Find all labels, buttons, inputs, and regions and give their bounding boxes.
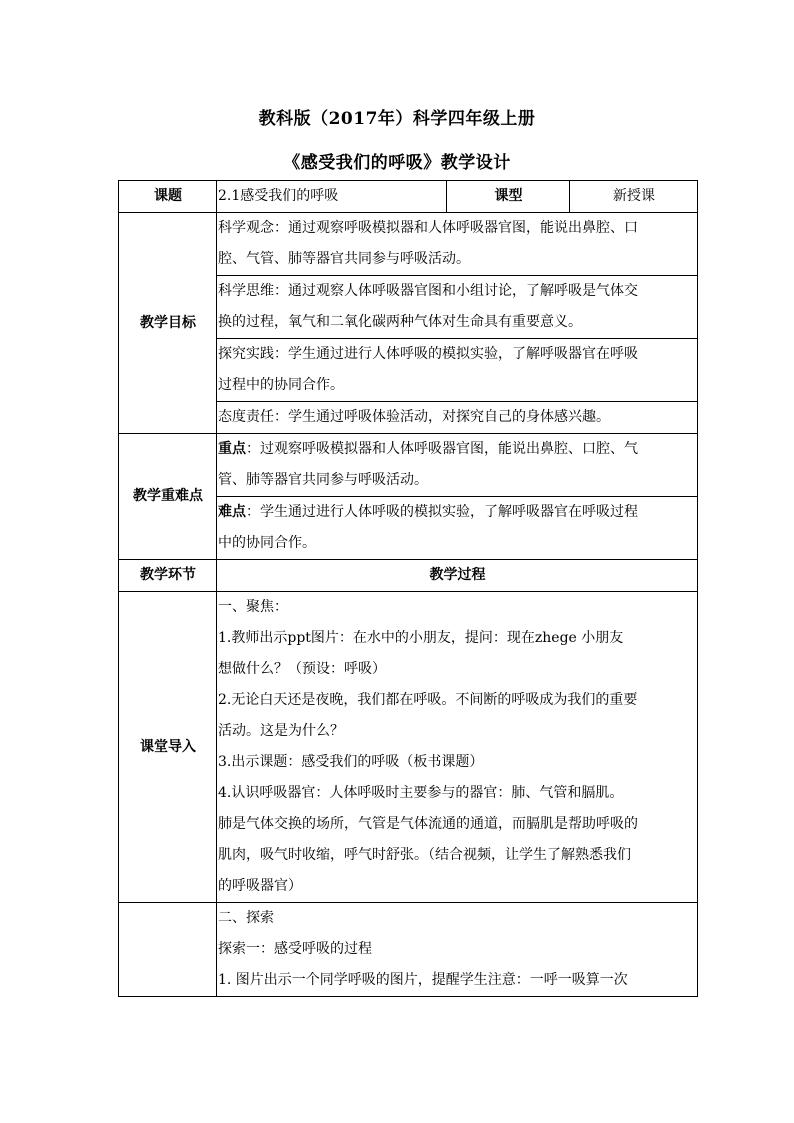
difficulty-line: ：学生通过进行人体呼吸的模拟实验，了解呼吸器官在呼吸过程 (246, 504, 638, 520)
header-row (119, 181, 698, 213)
type-value: 新授课 (570, 181, 698, 213)
goal-item (217, 339, 698, 402)
explore-line: 二、探索 (218, 910, 274, 926)
goals-label: 教学目标 (119, 213, 217, 434)
goals-row-1 (119, 213, 698, 276)
goal-line: 换的过程，氧气和二氧化碳两种气体对生命具有重要意义。 (218, 314, 582, 330)
explore-row (119, 903, 698, 997)
difficulty-prefix: 难点 (218, 504, 246, 520)
goal-item (217, 213, 698, 276)
intro-line: 2.无论白天还是夜晚，我们都在呼吸。不间断的呼吸成为我们的重要 (218, 692, 638, 708)
intro-line: 想做什么？（预设：呼吸） (218, 661, 386, 677)
document-title-line1: 教科版（2017年）科学四年级上册 (258, 109, 536, 129)
lesson-plan-table (118, 180, 698, 997)
intro-row (119, 592, 698, 903)
stage-label: 教学环节 (119, 560, 217, 592)
focus-line: ：过观察呼吸模拟器和人体呼吸器官图，能说出鼻腔、口腔、气 (246, 441, 638, 457)
document-title-line2: 《感受我们的呼吸》教学设计 (283, 153, 511, 173)
intro-label: 课堂导入 (119, 592, 217, 903)
explore-line: 探索一：感受呼吸的过程 (218, 941, 372, 957)
goal-line: 科学思维：通过观察人体呼吸器官图和小组讨论，了解呼吸是气体交 (218, 283, 638, 299)
goal-line: 科学观念：通过观察呼吸模拟器和人体呼吸器官图，能说出鼻腔、口 (218, 220, 638, 236)
process-label: 教学过程 (217, 560, 698, 592)
difficulty-item (217, 497, 698, 560)
process-header-row (119, 560, 698, 592)
intro-line: 活动。这是为什么？ (218, 723, 344, 739)
goal-line: 态度责任：学生通过呼吸体验活动，对探究自己的身体感兴趣。 (218, 409, 610, 425)
intro-line: 3.出示课题：感受我们的呼吸（板书课题） (218, 754, 484, 770)
intro-line: 肌肉，吸气时收缩，呼气时舒张。（结合视频，让学生了解熟悉我们 (218, 847, 631, 863)
goal-item (217, 276, 698, 339)
goal-line: 探究实践：学生通过进行人体呼吸的模拟实验，了解呼吸器官在呼吸 (218, 346, 638, 362)
goal-line: 腔、气管、肺等器官共同参与呼吸活动。 (218, 251, 470, 267)
explore-label (119, 903, 217, 997)
intro-content (217, 592, 698, 903)
keypoints-row-1 (119, 434, 698, 497)
focus-line: 管、肺等器官共同参与呼吸活动。 (218, 472, 428, 488)
explore-line: 1. 图片出示一个同学呼吸的图片，提醒学生注意：一呼一吸算一次 (218, 972, 628, 988)
intro-line: 4.认识呼吸器官：人体呼吸时主要参与的器官：肺、气管和膈肌。 (218, 785, 624, 801)
focus-item (217, 434, 698, 497)
topic-label: 课题 (119, 181, 217, 213)
intro-line: 的呼吸器官） (218, 878, 302, 894)
goal-line: 过程中的协同合作。 (218, 377, 344, 393)
keypoints-label: 教学重难点 (119, 434, 217, 560)
explore-content (217, 903, 698, 997)
goal-item (217, 402, 698, 434)
topic-value: 2.1感受我们的呼吸 (217, 181, 447, 213)
intro-line: 肺是气体交换的场所，气管是气体流通的通道，而膈肌是帮助呼吸的 (218, 816, 638, 832)
type-label: 课型 (447, 181, 570, 213)
intro-line: 1.教师出示ppt图片：在水中的小朋友，提问：现在zhege 小朋友 (218, 630, 624, 646)
difficulty-line: 中的协同合作。 (218, 535, 316, 551)
focus-prefix: 重点 (218, 441, 246, 457)
intro-line: 一、聚焦： (218, 599, 288, 615)
